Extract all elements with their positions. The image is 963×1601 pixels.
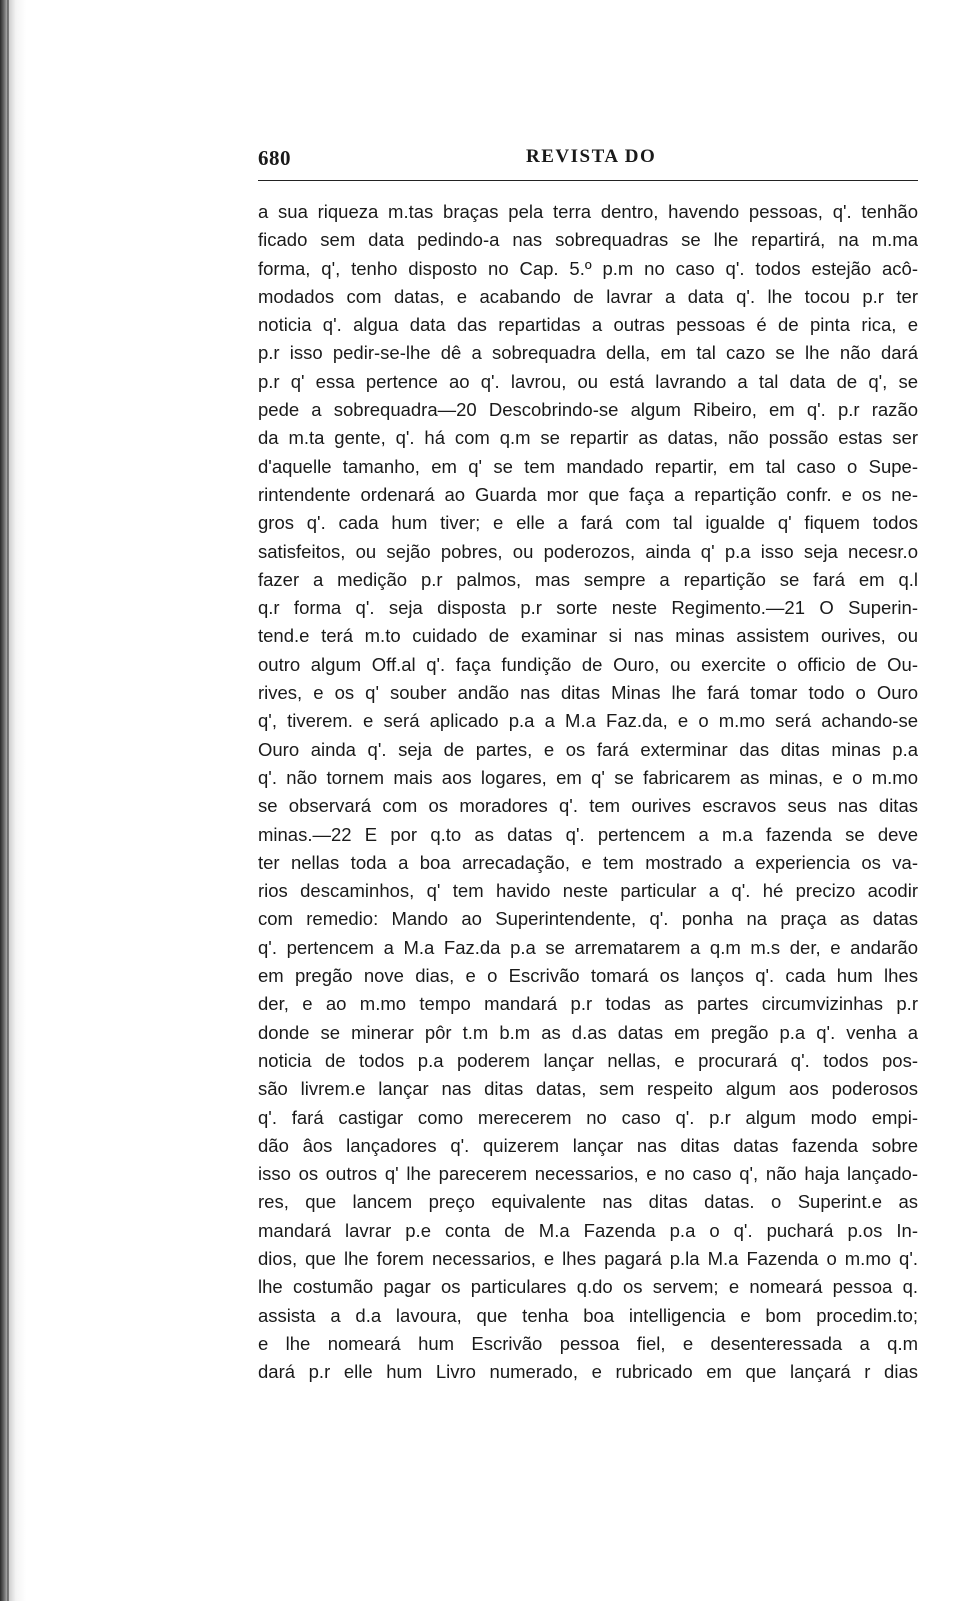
text-line: e lhe nomeará hum Escrivão pessoa fiel, e desenteressada a q.m	[258, 1332, 918, 1354]
text-line: Ouro ainda q'. seja de partes, e os fará exterminar das ditas minas p.a	[258, 738, 918, 760]
binding-edge	[7, 0, 9, 1601]
binding-shadow	[0, 0, 26, 1601]
text-line: rintendente ordenará ao Guarda mor que faça a repartição confr. e os ne-	[258, 483, 918, 505]
text-line: der, e ao m.mo tempo mandará p.r todas as partes circumvizinhas p.r	[258, 993, 918, 1015]
text-line: fazer a medição p.r palmos, mas sempre a repartição se fará em q.l	[258, 568, 918, 590]
text-line: lhe costumão pagar os particulares q.do os servem; e nomeará pessoa q.	[258, 1276, 918, 1298]
body-text	[258, 198, 918, 1386]
text-line: mandará lavrar p.e conta de M.a Fazenda p.a o q'. puchará p.os In-	[258, 1219, 918, 1241]
text-line: a sua riqueza m.tas braças pela terra dentro, havendo pessoas, q'. tenhão	[258, 201, 918, 222]
text-line: res, que lancem preço equivalente nas ditas datas. o Superint.e as	[258, 1191, 918, 1213]
text-line: donde se minerar pôr t.m b.m as d.as datas em pregão p.a q'. venha a	[258, 1021, 918, 1043]
text-line: minas.—22 E por q.to as datas q'. pertencem a m.a fazenda se deve	[258, 823, 918, 845]
text-line: outro algum Off.al q'. faça fundição de Ouro, ou exercite o officio de Ou-	[258, 653, 918, 675]
text-line: q'. fará castigar como merecerem no caso q'. p.r algum modo empi-	[258, 1106, 918, 1128]
text-line: pede a sobrequadra—20 Descobrindo-se algum Ribeiro, em q'. p.r razão	[258, 399, 918, 421]
text-line: dão âos lançadores q'. quizerem lançar nas ditas datas fazenda sobre	[258, 1134, 918, 1156]
text-line: se observará com os moradores q'. tem ourives escravos seus nas ditas	[258, 795, 918, 817]
text-line: isso os outros q' lhe parecerem necessarios, e no caso q', não haja lançado-	[258, 1163, 918, 1185]
text-line: forma, q', tenho disposto no Cap. 5.º p.m no caso q'. todos estejão acô-	[258, 257, 918, 279]
text-line: dará p.r elle hum Livro numerado, e rubricado em que lançará r dias	[258, 1361, 918, 1383]
text-line: q'. não tornem mais aos logares, em q' se fabricarem as minas, e o m.mo	[258, 766, 918, 788]
text-line: ter nellas toda a boa arrecadação, e tem mostrado a experiencia os va-	[258, 851, 918, 873]
running-title: REVISTA DO	[526, 146, 657, 167]
text-line: rios descaminhos, q' tem havido neste particular a q'. hé precizo acodir	[258, 880, 918, 902]
text-line: q', tiverem. e será aplicado p.a a M.a Faz.da, e o m.mo será achando-se	[258, 710, 918, 732]
text-line: assista a d.a lavoura, que tenha boa intelligencia e bom procedim.to;	[258, 1304, 918, 1326]
page-header	[258, 146, 918, 176]
text-line: noticia q'. algua data das repartidas a outras pessoas é de pinta rica, e	[258, 314, 918, 336]
text-line: com remedio: Mando ao Superintendente, q'. ponha na praça as datas	[258, 908, 918, 930]
text-line: gros q'. cada hum tiver; e elle a fará com tal igualde q' fiquem todos	[258, 512, 918, 534]
text-line: dios, que lhe forem necessarios, e lhes pagará p.la M.a Fazenda o m.mo q'.	[258, 1247, 918, 1269]
page-number: 680	[258, 146, 291, 170]
text-line: ficado sem data pedindo-a nas sobrequadras se lhe repartirá, na m.ma	[258, 229, 918, 251]
text-line: noticia de todos p.a poderem lançar nellas, e procurará q'. todos pos-	[258, 1049, 918, 1071]
header-rule	[258, 180, 918, 181]
text-line: satisfeitos, ou sejão pobres, ou poderozos, ainda q' p.a isso seja necesr.o	[258, 540, 918, 562]
text-line: q'. pertencem a M.a Faz.da p.a se arrematarem a q.m m.s der, e andarão	[258, 936, 918, 958]
text-line: p.r q' essa pertence ao q'. lavrou, ou está lavrando a tal data de q', se	[258, 370, 918, 392]
text-line: modados com datas, e acabando de lavrar a data q'. lhe tocou p.r ter	[258, 285, 918, 307]
text-line: são livrem.e lançar nas ditas datas, sem respeito algum aos poderosos	[258, 1078, 918, 1100]
text-line: em pregão nove dias, e o Escrivão tomará os lanços q'. cada hum lhes	[258, 965, 918, 987]
text-line: d'aquelle tamanho, em q' se tem mandado repartir, em tal caso o Supe-	[258, 455, 918, 477]
text-line: p.r isso pedir-se-lhe dê a sobrequadra della, em tal cazo se lhe não dará	[258, 342, 918, 364]
text-line: rives, e os q' souber andão nas ditas Minas lhe fará tomar todo o Ouro	[258, 682, 918, 704]
text-line: da m.ta gente, q'. há com q.m se repartir as datas, não possão estas ser	[258, 427, 918, 449]
text-line: tend.e terá m.to cuidado de examinar si nas minas assistem ourives, ou	[258, 625, 918, 647]
text-line: q.r forma q'. seja disposta p.r sorte neste Regimento.—21 O Superin-	[258, 597, 918, 619]
